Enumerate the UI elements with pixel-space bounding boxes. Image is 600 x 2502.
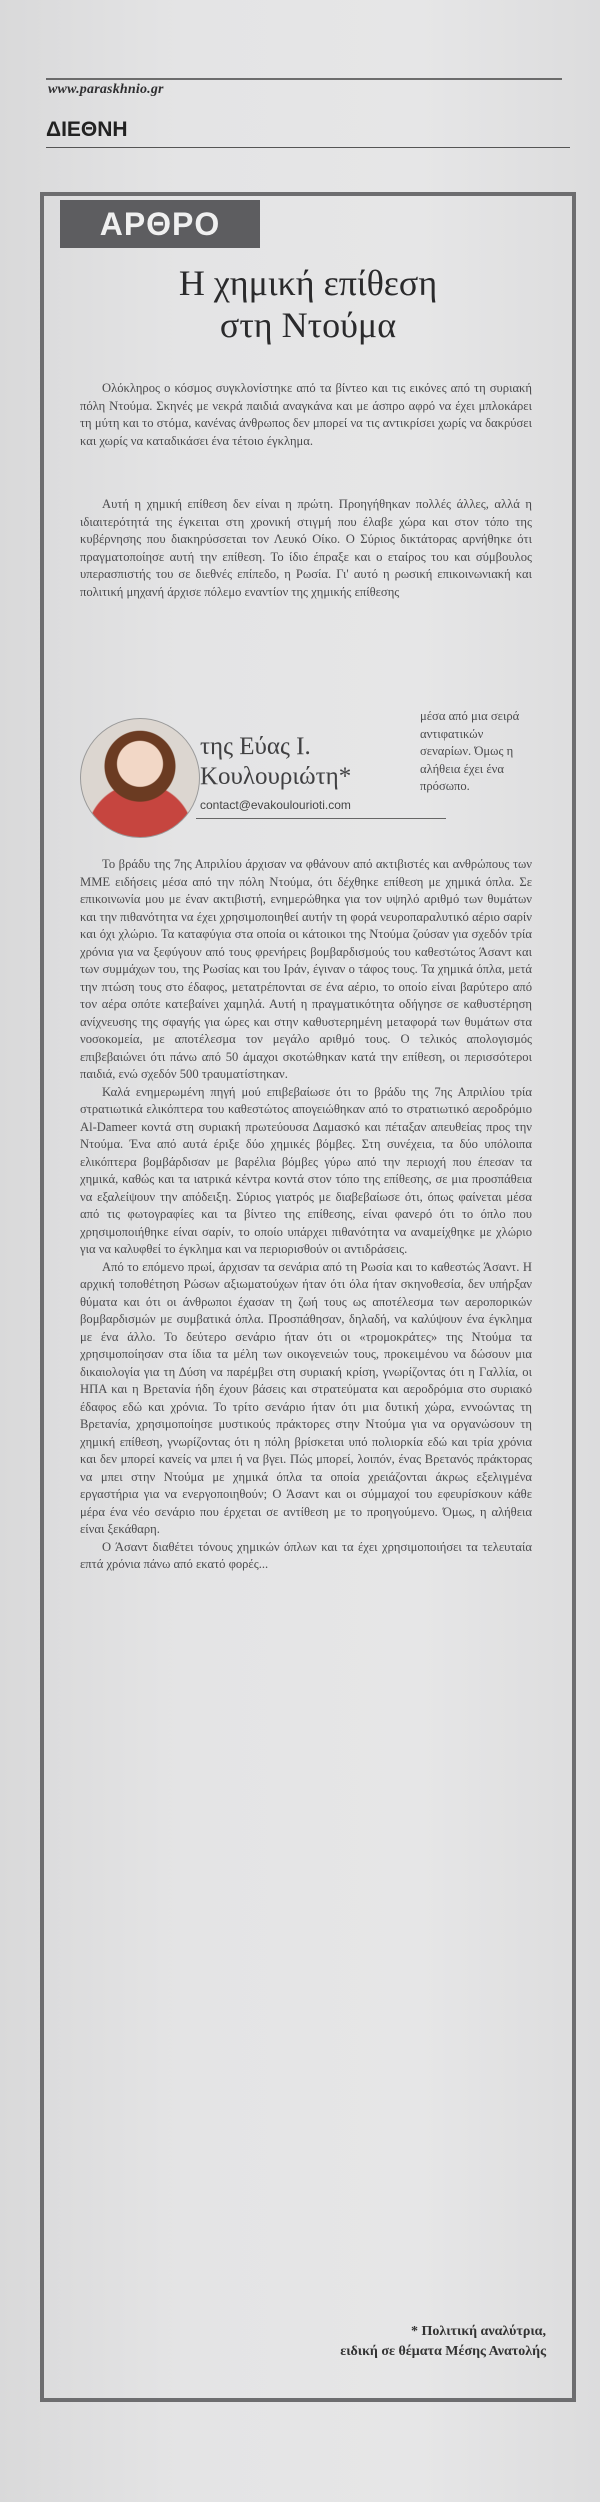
site-url: www.paraskhnio.gr xyxy=(48,82,164,97)
paragraph-4: Καλά ενημερωμένη πηγή μού επιβεβαίωσε ότι το βράδυ της 7ης Απριλίου τρία στρατιωτικά ελικόπτερα του καθεστώτος απογειώθηκαν από το στρατιωτικό αεροδρόμιο Al-Dameer κοντά στη συριακή πρωτεύουσα Δαμασκό και πέταξαν απευθείας προς την Ντούμα. Ένα από αυτά έριξε δύο χημικές βόμβες. Στη συνέχεια, τα δύο υπόλοιπα ελικόπτερα βομβάρδισαν με βαρέλια βόμβες γύρω από την περιοχή που έπεσαν τα χημικά, καθώς και τα ιατρικά κέντρα κοντά στον τόπο της επίθεσης, σε μια προσπάθεια να εξαλείψουν την απόδειξη. Σύριος γιατρός με διαβεβαίωσε ότι, όπως φαίνεται μέσα από τις φωτογραφίες και τα βίντεο της επίθεσης, είναι φανερό ότι το όπλο που χρησιμοποιήθηκε είναι σαρίν, το οποίο υπάρχει πιθανότητα να αναμείχθηκε με χλώριο για να καλυφθεί το έγκλημα και να περιορισθούν οι αντιδράσεις. xyxy=(80,1084,532,1256)
side-text: μέσα από μια σειρά αντιφατικών σεναρίων. Όμως η αλήθεια έχει ένα πρόσωπο. xyxy=(420,709,520,793)
footnote-line-1: * Πολιτική αναλύτρια, xyxy=(410,2324,546,2339)
paragraph-3: Το βράδυ της 7ης Απριλίου άρχισαν να φθάνουν από ακτιβιστές και ανθρώπους των ΜΜΕ ειδήσεις μέσα από την πόλη Ντούμα, ότι δέχθηκε επίθεση με χημικά όπλα. Σε επικοινωνία μου με έναν ακτιβιστή, ενημερώθηκα για τον υψηλό αριθμό των θυμάτων και την πιθανότητα να έχει χρησιμοποιηθεί αυτήν τη φορά νευροπαραλυτικό αέριο σαρίν και όχι χλώριο. Τα καταφύγια στα οποία οι κάτοικοι της Ντούμα ζούσαν για σχεδόν τρία χρόνια για να ξεφύγουν από τους φρενήρεις βομβαρδισμούς του καθεστώτος Άσαντ και των συμμάχων του, της Ρωσίας και του Ιράν, έγιναν ο τάφος τους. Τα χημικά όπλα, μετά την πτώση τους στο έδαφος, μετατρέπονται σε ένα αέριο, το οποίο είναι βαρύτερο από τον αέρα οπότε κατεβαίνει χαμηλά. Αυτή η πραγματικότητα οδήγησε σε καθυστέρηση ανίχνευσης της σφαγής για ώρες και στην καθυστερημένη μεταφορά των θυμάτων στα νοσοκομεία, με αποτέλεσμα τον μεγάλο αριθμό τους. Ο τελικός απολογισμός επιβεβαιώνει ότι πάνω από 50 άμαχοι σκοτώθηκαν κατά την επίθεση, οι περισσότεροι παιδιά, ενώ σχεδόν 500 τραυματίστηκαν. xyxy=(80,857,532,1081)
article-body-intro xyxy=(80,380,532,450)
author-block xyxy=(80,718,420,830)
headline-line-1: Η χημική επίθεση xyxy=(178,263,438,303)
section-title: ΔΙΕΘΝΗ xyxy=(46,118,128,141)
article-body-main xyxy=(80,856,532,1574)
author-name-line-2: Κουλουριώτη* xyxy=(200,763,352,790)
author-rule xyxy=(196,818,446,819)
section-rule xyxy=(46,147,570,148)
headline-line-2: στη Ντούμα xyxy=(219,305,397,345)
footnote-line-2: ειδική σε θέματα Μέσης Ανατολής xyxy=(340,2344,546,2359)
author-name-line-1: της Εύας Ι. xyxy=(200,733,311,760)
paragraph-5: Από το επόμενο πρωί, άρχισαν τα σενάρια από τη Ρωσία και το καθεστώς Άσαντ. Η αρχική τοποθέτηση Ρώσων αξιωματούχων ήταν ότι όλα ήταν σκηνοθεσία, δεν υπήρξαν θύματα και ότι οι άνθρωποι έχασαν τη ζωή τους ως αποτέλεσμα των αεροπορικών βομβαρδισμών με συμβατικά όπλα. Προσπάθησαν, δηλαδή, να καλύψουν ένα έγκλημα με ένα άλλο. Το δεύτερο σενάριο ήταν ότι οι «τρομοκράτες» της Ντούμα τα χρησιμοποίησαν στα ίδια τα μέλη των οικογενειών τους, προκειμένου να δώσουν μια δικαιολογία για τη Δύση να παρέμβει στη συριακή κρίση, γνωρίζοντας ότι η Γαλλία, οι ΗΠΑ και η Βρετανία ήδη έχουν βάσεις και στρατεύματα και αεροδρόμια στο συριακό έδαφος εδώ και χρόνια. Το τρίτο σενάριο ήταν ότι μια δυτική χώρα, εννοώντας τη Βρετανία, χρησιμοποίησε μυστικούς πράκτορες στην Ντούμα για να οργανώσουν τη χημική επίθεση, γνωρίζοντας ότι η πόλη βρίσκεται υπό πολιορκία εδώ και τρία χρόνια και δεν μπορεί κανείς να μπει ή να βγει. Πώς μπορεί, λοιπόν, ένας Βρετανός πράκτορας να μπει στην Ντούμα με χημικά όπλα τα οποία χρειάζονται άκρως εξελιγμένα εργαστήρια για να ενεργοποιηθούν; Ο Άσαντ και οι σύμμαχοί του εφευρίσκουν κάθε μέρα ένα νέο σενάριο που έρχεται σε αντίθεση με το προηγούμενο. Όμως, η αλήθεια είναι ξεκάθαρη. xyxy=(80,1259,532,1536)
paragraph-6: Ο Άσαντ διαθέτει τόνους χημικών όπλων και τα έχει χρησιμοποιήσει τα τελευταία επτά χρόνια πάνω από εκατό φορές... xyxy=(80,1539,532,1571)
author-name xyxy=(200,732,420,792)
paragraph-2: Αυτή η χημική επίθεση δεν είναι η πρώτη. Προηγήθηκαν πολλές άλλες, αλλά η ιδιαιτερότητά της έγκειται στη χρονική στιγμή που έλαβε χώρα και στον τόπο της κυβέρνησης που διακηρύσσεται τον Λευκό Οίκο. Ο Σύριος δικτάτορας αρνήθηκε ότι πραγματοποίησε αυτή την επίθεση. Το ίδιο έπραξε και ο εταίρος του και σύμβουλος υπερασπιστής του σε διεθνές επίπεδο, η Ρωσία. Γι' αυτό η ρωσική επικοινωνιακή και πολιτική μηχανή άρχισε πόλεμο εναντίον της χημικής επίθεσης xyxy=(80,497,532,599)
article-tag: ΑΡΘΡΟ xyxy=(60,200,260,248)
paragraph-1: Ολόκληρος ο κόσμος συγκλονίστηκε από τα βίντεο και τις εικόνες από τη συριακή πόλη Ντούμα. Σκηνές με νεκρά παιδιά αναγκάνα και με άσπρο αφρό να έχει μπλοκάρει τη μύτη και το στόμα, κανένας άνθρωπος δεν μπορεί να τις αντικρίσει χωρίς να δακρύσει και χωρίς να καταδικάσει ένα τέτοιο έγκλημα. xyxy=(80,381,532,448)
author-email: contact@evakoulourioti.com xyxy=(200,798,351,812)
header-rule xyxy=(46,78,562,80)
author-avatar xyxy=(80,718,200,838)
article-headline xyxy=(40,262,576,346)
article-body-2 xyxy=(80,496,532,706)
author-footnote xyxy=(340,2322,546,2362)
